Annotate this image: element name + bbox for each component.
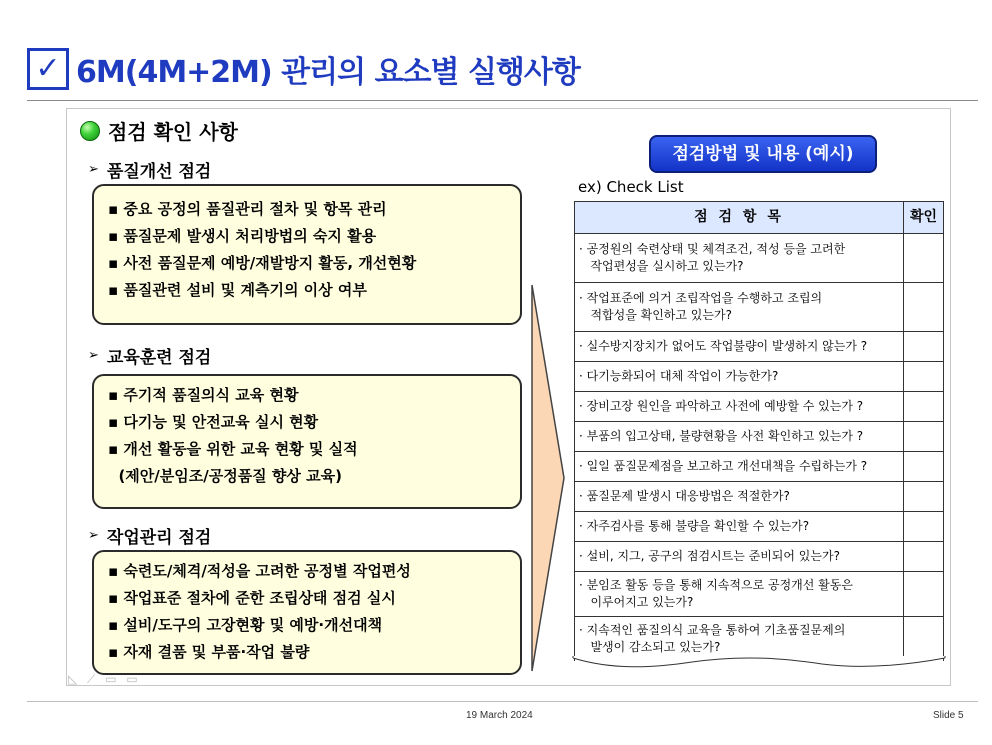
green-bullet-icon (80, 121, 100, 141)
footer-divider (27, 701, 978, 702)
table-row (575, 234, 943, 283)
confirm-cell[interactable] (904, 422, 943, 451)
checklist-item: · 분임조 활동 등을 통해 지속적으로 공정개선 활동은 이루어지고 있는가? (575, 572, 904, 616)
list-item: (제안/분임조/공정품질 향상 교육) (108, 467, 342, 485)
checklist-item: · 실수방지장치가 없어도 작업불량이 발생하지 않는가 ? (575, 332, 904, 361)
list-item: ▪ 작업표준 절차에 준한 조립상태 점검 실시 (108, 589, 396, 607)
table-row (575, 332, 943, 362)
table-row (575, 362, 943, 392)
checklist-label: ex) Check List (578, 178, 684, 196)
work-items-box (92, 550, 522, 675)
column-header-confirm: 확인 (909, 209, 938, 225)
table-row (575, 482, 943, 512)
title-divider (27, 100, 978, 101)
checklist-item: · 자주검사를 통해 불량을 확인할 수 있는가? (575, 512, 904, 541)
confirm-cell[interactable] (904, 542, 943, 571)
checklist-item: · 작업표준에 의거 조립작업을 수행하고 조립의 적합성을 확인하고 있는가? (575, 283, 904, 331)
table-row (575, 422, 943, 452)
quality-items-box (92, 184, 522, 325)
column-header-item: 점 검 항 목 (575, 202, 904, 233)
table-row (575, 283, 943, 332)
list-item: ▪ 사전 품질문제 예방/재발방지 활동, 개선현황 (108, 254, 417, 272)
confirm-cell[interactable] (904, 452, 943, 481)
training-items-box (92, 374, 522, 509)
footer-slide-number: Slide 5 (933, 710, 964, 721)
table-row (575, 617, 943, 661)
arrow-bullet-icon: ➢ (88, 528, 99, 543)
section-heading-text: 품질개선 점검 (106, 162, 212, 182)
faint-decoration-icons: ◺ ⟋ ▭ ▭ (68, 672, 141, 686)
confirm-cell[interactable] (904, 332, 943, 361)
checklist-item: · 설비, 지그, 공구의 점검시트는 준비되어 있는가? (575, 542, 904, 571)
table-row (575, 392, 943, 422)
confirm-cell[interactable] (904, 392, 943, 421)
slide-title-text: 6M(4M+2M) 관리의 요소별 실행사항 (76, 55, 580, 90)
confirm-cell[interactable] (904, 482, 943, 511)
section-heading-quality (88, 157, 211, 182)
list-item: ▪ 주기적 품질의식 교육 현황 (108, 386, 299, 404)
confirm-cell[interactable] (904, 572, 943, 616)
list-item: ▪ 품질문제 발생시 처리방법의 숙지 활용 (108, 227, 377, 245)
confirm-cell[interactable] (904, 234, 943, 282)
list-item: ▪ 품질관련 설비 및 계측기의 이상 여부 (108, 281, 367, 299)
slide-title (27, 44, 580, 94)
list-item: ▪ 다기능 및 안전교육 실시 현황 (108, 413, 319, 431)
main-heading-text: 점검 확인 사항 (108, 120, 238, 144)
footer-date: 19 March 2024 (466, 710, 533, 721)
table-row (575, 452, 943, 482)
section-heading-training (88, 343, 211, 368)
torn-edge-decoration (572, 656, 946, 670)
list-item: ▪ 중요 공정의 품질관리 절차 및 항목 관리 (108, 200, 387, 218)
list-item: ▪ 개선 활동을 위한 교육 현황 및 실적 (108, 440, 358, 458)
chevron-right-icon (530, 283, 566, 673)
checklist-item: · 다기능화되어 대체 작업이 가능한가? (575, 362, 904, 391)
checklist-item: · 장비고장 원인을 파악하고 사전에 예방할 수 있는가 ? (575, 392, 904, 421)
checklist-table (574, 201, 944, 661)
table-row (575, 512, 943, 542)
confirm-cell[interactable] (904, 362, 943, 391)
checklist-item: · 품질문제 발생시 대응방법은 적절한가? (575, 482, 904, 511)
table-row (575, 572, 943, 617)
checklist-item: · 공정원의 숙련상태 및 체격조건, 적성 등을 고려한 작업편성을 실시하고 있는가? (575, 234, 904, 282)
table-header-row (575, 202, 943, 234)
main-heading (80, 116, 238, 145)
method-badge: 점검방법 및 내용 (예시) (649, 135, 877, 173)
list-item: ▪ 숙련도/체격/적성을 고려한 공정별 작업편성 (108, 562, 411, 580)
arrow-bullet-icon: ➢ (88, 348, 99, 363)
confirm-cell[interactable] (904, 617, 943, 661)
checklist-item: · 지속적인 품질의식 교육을 통하여 기초품질문제의 발생이 감소되고 있는가? (575, 617, 904, 661)
checkmark-icon: ✓ (27, 48, 69, 90)
section-heading-work (88, 523, 211, 548)
confirm-cell[interactable] (904, 512, 943, 541)
arrow-bullet-icon: ➢ (88, 162, 99, 177)
table-row (575, 542, 943, 572)
list-item: ▪ 자재 결품 및 부품·작업 불량 (108, 643, 310, 661)
checklist-item: · 부품의 입고상태, 불량현황을 사전 확인하고 있는가 ? (575, 422, 904, 451)
checklist-item: · 일일 품질문제점을 보고하고 개선대책을 수립하는가 ? (575, 452, 904, 481)
section-heading-text: 작업관리 점검 (106, 528, 212, 548)
list-item: ▪ 설비/도구의 고장현황 및 예방·개선대책 (108, 616, 383, 634)
confirm-cell[interactable] (904, 283, 943, 331)
section-heading-text: 교육훈련 점검 (106, 348, 212, 368)
